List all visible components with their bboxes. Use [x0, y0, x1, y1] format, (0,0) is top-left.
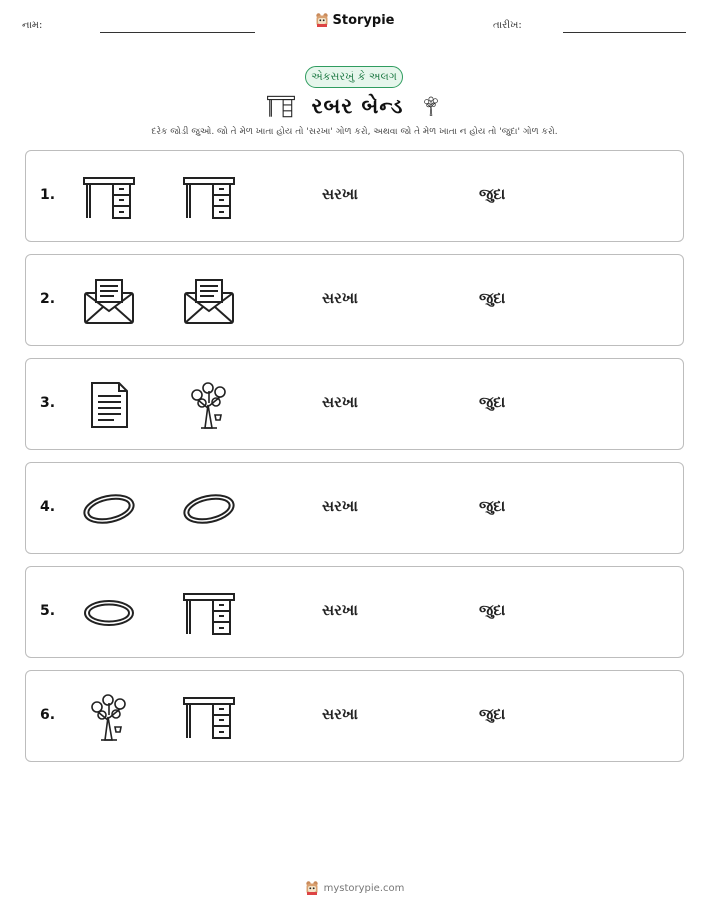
different-option[interactable]: જુદા	[479, 185, 506, 203]
envelope-icon	[81, 277, 137, 325]
same-option[interactable]: સરખા	[322, 497, 358, 515]
footer-url[interactable]: mystorypie.com	[323, 882, 405, 894]
document-icon	[81, 381, 137, 429]
different-option[interactable]: જુદા	[479, 497, 506, 515]
question-number: 4.	[40, 499, 56, 515]
same-option[interactable]: સરખા	[322, 393, 358, 411]
different-option[interactable]: જુદા	[479, 705, 506, 723]
rubber-band-icon	[81, 485, 137, 533]
footer	[0, 880, 709, 899]
tree-icon	[419, 91, 443, 121]
different-option[interactable]: જુદા	[479, 289, 506, 307]
question-row-1	[25, 150, 684, 242]
desk-icon	[266, 93, 296, 119]
desk-icon	[181, 693, 237, 741]
name-label: નામ:	[22, 20, 43, 31]
same-option[interactable]: સરખા	[322, 601, 358, 619]
brand-name: Storypie	[332, 12, 395, 28]
envelope-icon	[181, 277, 237, 325]
question-number: 6.	[40, 707, 56, 723]
tree-icon	[181, 381, 237, 429]
name-line[interactable]	[100, 32, 255, 33]
same-option[interactable]: સરખા	[322, 705, 358, 723]
storypie-logo-icon	[305, 880, 319, 896]
question-row-3	[25, 358, 684, 450]
rubber-band-icon	[181, 485, 237, 533]
rubber-band-icon	[81, 589, 137, 637]
question-number: 2.	[40, 291, 56, 307]
instructions: દરેક જોડી જુઓ. જો તે મેળ ખાતા હોય તો 'સરખા' ગોળ કરો, અથવા જો તે મેળ ખાતા ન હોય તો 'જુદા' ગોળ કરો.	[151, 127, 558, 137]
tree-icon	[81, 693, 137, 741]
question-row-5	[25, 566, 684, 658]
date-line[interactable]	[563, 32, 686, 33]
page-title: રબર બેન્ડ	[311, 93, 404, 118]
desk-icon	[81, 173, 137, 221]
date-label: તારીખ:	[493, 20, 522, 31]
question-number: 1.	[40, 187, 56, 203]
different-option[interactable]: જુદા	[479, 601, 506, 619]
different-option[interactable]: જુદા	[479, 393, 506, 411]
same-option[interactable]: સરખા	[322, 185, 358, 203]
desk-icon	[181, 589, 237, 637]
brand	[0, 12, 709, 32]
question-number: 5.	[40, 603, 56, 619]
same-option[interactable]: સરખા	[322, 289, 358, 307]
question-row-4	[25, 462, 684, 554]
topic-badge: એકસરખું કે અલગ	[305, 66, 403, 88]
question-row-2	[25, 254, 684, 346]
question-number: 3.	[40, 395, 56, 411]
question-row-6	[25, 670, 684, 762]
title-row	[0, 92, 709, 120]
desk-icon	[181, 173, 237, 221]
storypie-logo-icon	[315, 12, 329, 28]
